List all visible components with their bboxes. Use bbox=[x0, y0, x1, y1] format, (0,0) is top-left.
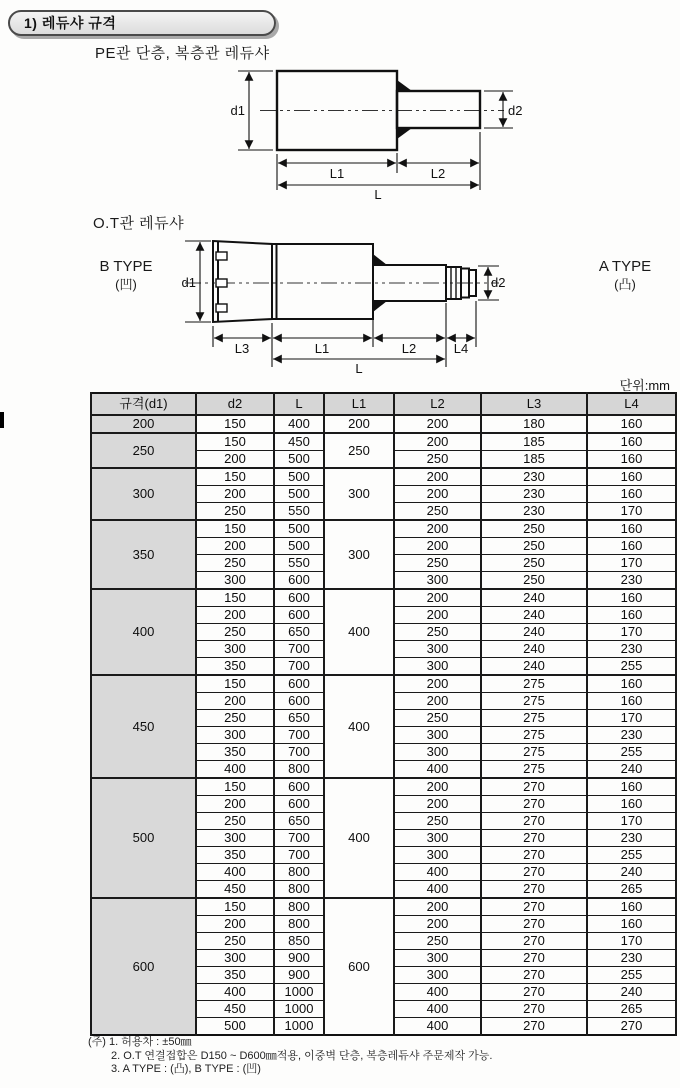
l3-cell: 270 bbox=[481, 813, 587, 830]
d2-cell: 150 bbox=[196, 778, 274, 796]
l2-cell: 200 bbox=[394, 415, 481, 433]
column-header: L3 bbox=[481, 393, 587, 415]
l3-cell: 185 bbox=[481, 451, 587, 469]
l3-cell: 270 bbox=[481, 950, 587, 967]
table-row bbox=[91, 468, 676, 486]
d2-cell: 200 bbox=[196, 693, 274, 710]
fillet-top bbox=[373, 254, 387, 265]
l2-cell: 400 bbox=[394, 761, 481, 779]
socket-rib bbox=[216, 279, 227, 287]
table-row bbox=[91, 520, 676, 538]
l3-cell: 270 bbox=[481, 830, 587, 847]
l-cell: 450 bbox=[274, 433, 324, 451]
l1-label: L1 bbox=[329, 166, 345, 181]
column-header: 규격(d1) bbox=[91, 393, 196, 415]
section-title-text: 1) 레듀샤 규격 bbox=[24, 15, 117, 31]
l4-cell: 270 bbox=[587, 1018, 676, 1036]
spec-table-head-row bbox=[91, 393, 676, 415]
l-cell: 400 bbox=[274, 415, 324, 433]
d2-cell: 200 bbox=[196, 607, 274, 624]
l4-cell: 230 bbox=[587, 572, 676, 590]
d2-cell: 150 bbox=[196, 415, 274, 433]
size-cell: 500 bbox=[91, 778, 196, 898]
l-cell: 550 bbox=[274, 555, 324, 572]
size-cell: 300 bbox=[91, 468, 196, 520]
l2-cell: 300 bbox=[394, 572, 481, 590]
l2-cell: 300 bbox=[394, 847, 481, 864]
l2-cell: 250 bbox=[394, 503, 481, 521]
column-header: L bbox=[274, 393, 324, 415]
d2-cell: 200 bbox=[196, 796, 274, 813]
footnote-3: 3. A TYPE : (凸), B TYPE : (凹) bbox=[111, 1063, 261, 1075]
unit-label: 단위:mm bbox=[619, 378, 670, 393]
d2-cell: 200 bbox=[196, 916, 274, 933]
size-cell: 350 bbox=[91, 520, 196, 589]
l4-cell: 160 bbox=[587, 451, 676, 469]
l4-cell: 255 bbox=[587, 847, 676, 864]
l4-cell: 265 bbox=[587, 881, 676, 899]
d2-cell: 300 bbox=[196, 950, 274, 967]
l-cell: 700 bbox=[274, 847, 324, 864]
l2-cell: 200 bbox=[394, 607, 481, 624]
l4-cell: 160 bbox=[587, 520, 676, 538]
l-cell: 500 bbox=[274, 451, 324, 469]
l2-label: L2 bbox=[401, 341, 417, 356]
l3-cell: 240 bbox=[481, 607, 587, 624]
l-cell: 600 bbox=[274, 796, 324, 813]
d2-cell: 250 bbox=[196, 813, 274, 830]
l2-cell: 250 bbox=[394, 451, 481, 469]
l2-cell: 300 bbox=[394, 641, 481, 658]
d2-cell: 250 bbox=[196, 933, 274, 950]
l-cell: 800 bbox=[274, 864, 324, 881]
d2-cell: 500 bbox=[196, 1018, 274, 1036]
l2-cell: 400 bbox=[394, 984, 481, 1001]
table-row bbox=[91, 675, 676, 693]
l4-cell: 230 bbox=[587, 727, 676, 744]
d2-cell: 450 bbox=[196, 1001, 274, 1018]
l4-cell: 160 bbox=[587, 415, 676, 433]
l2-cell: 300 bbox=[394, 967, 481, 984]
l-cell: 500 bbox=[274, 520, 324, 538]
l1-label: L1 bbox=[314, 341, 330, 356]
d2-cell: 150 bbox=[196, 468, 274, 486]
l4-cell: 160 bbox=[587, 898, 676, 916]
l-cell: 800 bbox=[274, 916, 324, 933]
table-row bbox=[91, 778, 676, 796]
spec-table bbox=[90, 392, 677, 1036]
l4-cell: 240 bbox=[587, 984, 676, 1001]
l2-cell: 200 bbox=[394, 693, 481, 710]
l3-cell: 270 bbox=[481, 898, 587, 916]
l2-cell: 200 bbox=[394, 520, 481, 538]
l3-cell: 270 bbox=[481, 864, 587, 881]
size-cell: 600 bbox=[91, 898, 196, 1035]
l4-cell: 230 bbox=[587, 950, 676, 967]
l4-cell: 160 bbox=[587, 538, 676, 555]
d2-cell: 350 bbox=[196, 658, 274, 676]
b-type-text: B TYPE bbox=[99, 258, 153, 275]
size-cell: 450 bbox=[91, 675, 196, 778]
d2-cell: 350 bbox=[196, 967, 274, 984]
l-cell: 700 bbox=[274, 658, 324, 676]
table-row bbox=[91, 589, 676, 607]
l2-cell: 200 bbox=[394, 538, 481, 555]
l2-cell: 200 bbox=[394, 433, 481, 451]
l3-cell: 250 bbox=[481, 572, 587, 590]
d2-cell: 300 bbox=[196, 727, 274, 744]
l2-cell: 250 bbox=[394, 624, 481, 641]
l2-cell: 400 bbox=[394, 1018, 481, 1036]
l3-cell: 270 bbox=[481, 881, 587, 899]
spec-table-body bbox=[91, 415, 676, 1035]
column-header: L1 bbox=[324, 393, 394, 415]
l4-cell: 160 bbox=[587, 778, 676, 796]
l2-cell: 250 bbox=[394, 710, 481, 727]
l2-cell: 400 bbox=[394, 864, 481, 881]
l2-cell: 300 bbox=[394, 744, 481, 761]
fillet-bottom bbox=[397, 128, 412, 139]
table-row bbox=[91, 898, 676, 916]
l4-cell: 160 bbox=[587, 675, 676, 693]
d2-cell: 450 bbox=[196, 881, 274, 899]
d2-cell: 400 bbox=[196, 984, 274, 1001]
l-label: L bbox=[374, 187, 382, 202]
l3-cell: 250 bbox=[481, 538, 587, 555]
l2-cell: 200 bbox=[394, 486, 481, 503]
pe-small-pipe bbox=[397, 91, 480, 128]
d1-label: d1 bbox=[181, 275, 196, 290]
d2-cell: 150 bbox=[196, 675, 274, 693]
l-cell: 850 bbox=[274, 933, 324, 950]
footnotes bbox=[88, 1036, 492, 1077]
l3-cell: 270 bbox=[481, 796, 587, 813]
size-cell: 250 bbox=[91, 433, 196, 468]
l4-cell: 160 bbox=[587, 486, 676, 503]
l3-cell: 270 bbox=[481, 1018, 587, 1036]
l-cell: 650 bbox=[274, 624, 324, 641]
l4-cell: 170 bbox=[587, 503, 676, 521]
l1-cell: 600 bbox=[324, 898, 394, 1035]
ot-large-body bbox=[272, 244, 373, 319]
l3-cell: 275 bbox=[481, 744, 587, 761]
size-cell: 200 bbox=[91, 415, 196, 433]
l-cell: 1000 bbox=[274, 1001, 324, 1018]
l4-label: L4 bbox=[453, 341, 469, 356]
column-header: L2 bbox=[394, 393, 481, 415]
footnote-1: (주) 1. 허용차 : ±50㎜ bbox=[88, 1036, 192, 1048]
l-cell: 600 bbox=[274, 607, 324, 624]
l2-cell: 250 bbox=[394, 813, 481, 830]
l2-cell: 200 bbox=[394, 916, 481, 933]
d2-cell: 200 bbox=[196, 451, 274, 469]
l4-cell: 170 bbox=[587, 710, 676, 727]
l4-cell: 160 bbox=[587, 916, 676, 933]
l-cell: 700 bbox=[274, 830, 324, 847]
l-cell: 650 bbox=[274, 710, 324, 727]
l4-cell: 160 bbox=[587, 589, 676, 607]
l3-cell: 230 bbox=[481, 468, 587, 486]
l1-cell: 400 bbox=[324, 778, 394, 898]
l3-cell: 240 bbox=[481, 641, 587, 658]
l4-cell: 160 bbox=[587, 607, 676, 624]
l4-cell: 160 bbox=[587, 468, 676, 486]
l4-cell: 170 bbox=[587, 555, 676, 572]
d2-label: d2 bbox=[508, 103, 523, 118]
d2-cell: 250 bbox=[196, 503, 274, 521]
d2-cell: 400 bbox=[196, 761, 274, 779]
a-type-text: A TYPE bbox=[598, 258, 652, 275]
l2-cell: 200 bbox=[394, 675, 481, 693]
l2-cell: 300 bbox=[394, 950, 481, 967]
l4-cell: 265 bbox=[587, 1001, 676, 1018]
l4-cell: 255 bbox=[587, 658, 676, 676]
scan-artifact bbox=[0, 412, 4, 428]
d2-cell: 250 bbox=[196, 555, 274, 572]
l3-cell: 240 bbox=[481, 624, 587, 641]
column-header: d2 bbox=[196, 393, 274, 415]
l-cell: 600 bbox=[274, 589, 324, 607]
l2-cell: 250 bbox=[394, 933, 481, 950]
l3-cell: 230 bbox=[481, 503, 587, 521]
l4-cell: 240 bbox=[587, 761, 676, 779]
l3-cell: 275 bbox=[481, 693, 587, 710]
pe-reducer-diagram bbox=[170, 55, 530, 205]
pe-diagram-caption: PE관 단층, 복층관 레듀샤 bbox=[95, 45, 270, 62]
l4-cell: 230 bbox=[587, 641, 676, 658]
l4-cell: 160 bbox=[587, 433, 676, 451]
l-cell: 800 bbox=[274, 881, 324, 899]
l2-cell: 250 bbox=[394, 555, 481, 572]
l4-cell: 170 bbox=[587, 624, 676, 641]
l-cell: 700 bbox=[274, 744, 324, 761]
l2-cell: 200 bbox=[394, 778, 481, 796]
l2-cell: 300 bbox=[394, 830, 481, 847]
l-cell: 800 bbox=[274, 761, 324, 779]
l3-cell: 275 bbox=[481, 675, 587, 693]
l-cell: 900 bbox=[274, 967, 324, 984]
l-cell: 500 bbox=[274, 538, 324, 555]
l2-cell: 400 bbox=[394, 1001, 481, 1018]
d2-cell: 300 bbox=[196, 641, 274, 658]
l1-cell: 300 bbox=[324, 520, 394, 589]
d2-cell: 400 bbox=[196, 864, 274, 881]
section-title bbox=[8, 10, 276, 36]
ot-reducer-diagram bbox=[85, 233, 680, 378]
l2-cell: 400 bbox=[394, 881, 481, 899]
d2-cell: 300 bbox=[196, 572, 274, 590]
d2-cell: 200 bbox=[196, 486, 274, 503]
l2-cell: 300 bbox=[394, 727, 481, 744]
l3-cell: 180 bbox=[481, 415, 587, 433]
fillet-top bbox=[397, 80, 412, 91]
l3-cell: 270 bbox=[481, 847, 587, 864]
column-header: L4 bbox=[587, 393, 676, 415]
size-cell: 400 bbox=[91, 589, 196, 675]
l-label: L bbox=[355, 361, 363, 376]
a-type-symbol: (凸) bbox=[614, 277, 636, 292]
l4-cell: 255 bbox=[587, 744, 676, 761]
l4-cell: 160 bbox=[587, 693, 676, 710]
d2-cell: 150 bbox=[196, 433, 274, 451]
l3-cell: 240 bbox=[481, 589, 587, 607]
l4-cell: 170 bbox=[587, 933, 676, 950]
l3-cell: 250 bbox=[481, 555, 587, 572]
l4-cell: 170 bbox=[587, 813, 676, 830]
l-cell: 600 bbox=[274, 693, 324, 710]
l-cell: 550 bbox=[274, 503, 324, 521]
l2-cell: 200 bbox=[394, 898, 481, 916]
l3-cell: 270 bbox=[481, 1001, 587, 1018]
l4-cell: 230 bbox=[587, 830, 676, 847]
l-cell: 500 bbox=[274, 468, 324, 486]
l-cell: 500 bbox=[274, 486, 324, 503]
fillet-bottom bbox=[373, 301, 387, 312]
d2-cell: 200 bbox=[196, 538, 274, 555]
l4-cell: 160 bbox=[587, 796, 676, 813]
d2-cell: 250 bbox=[196, 624, 274, 641]
d2-cell: 150 bbox=[196, 589, 274, 607]
l1-cell: 400 bbox=[324, 589, 394, 675]
l3-cell: 275 bbox=[481, 727, 587, 744]
l-cell: 600 bbox=[274, 572, 324, 590]
d2-cell: 300 bbox=[196, 830, 274, 847]
l1-cell: 250 bbox=[324, 433, 394, 468]
d2-cell: 150 bbox=[196, 898, 274, 916]
l3-cell: 270 bbox=[481, 967, 587, 984]
d2-cell: 350 bbox=[196, 744, 274, 761]
l-cell: 900 bbox=[274, 950, 324, 967]
l3-cell: 275 bbox=[481, 710, 587, 727]
ot-diagram-caption: O.T관 레듀샤 bbox=[93, 215, 185, 232]
l3-cell: 270 bbox=[481, 933, 587, 950]
l3-cell: 270 bbox=[481, 778, 587, 796]
l1-cell: 400 bbox=[324, 675, 394, 778]
l3-cell: 270 bbox=[481, 984, 587, 1001]
l3-cell: 230 bbox=[481, 486, 587, 503]
l3-cell: 240 bbox=[481, 658, 587, 676]
table-row bbox=[91, 415, 676, 433]
d2-cell: 150 bbox=[196, 520, 274, 538]
l3-cell: 275 bbox=[481, 761, 587, 779]
l4-cell: 255 bbox=[587, 967, 676, 984]
l3-cell: 185 bbox=[481, 433, 587, 451]
l-cell: 600 bbox=[274, 675, 324, 693]
l2-cell: 200 bbox=[394, 796, 481, 813]
l3-cell: 250 bbox=[481, 520, 587, 538]
d1-label: d1 bbox=[230, 103, 245, 118]
d2-cell: 250 bbox=[196, 710, 274, 727]
socket-rib bbox=[216, 252, 227, 260]
l4-cell: 240 bbox=[587, 864, 676, 881]
l-cell: 600 bbox=[274, 778, 324, 796]
d2-cell: 350 bbox=[196, 847, 274, 864]
l-cell: 700 bbox=[274, 641, 324, 658]
l3-cell: 270 bbox=[481, 916, 587, 933]
b-type-symbol: (凹) bbox=[115, 277, 137, 292]
l-cell: 650 bbox=[274, 813, 324, 830]
l-cell: 1000 bbox=[274, 1018, 324, 1036]
l2-cell: 300 bbox=[394, 658, 481, 676]
footnote-2: 2. O.T 연결접합은 D150 ~ D600㎜적용, 이중벽 단층, 복층레듀샤 주문제작 가능. bbox=[111, 1049, 493, 1062]
l2-cell: 200 bbox=[394, 468, 481, 486]
table-row bbox=[91, 433, 676, 451]
l-cell: 800 bbox=[274, 898, 324, 916]
d2-label: d2 bbox=[491, 275, 506, 290]
l1-cell: 200 bbox=[324, 415, 394, 433]
socket-rib bbox=[216, 304, 227, 312]
l3-label: L3 bbox=[234, 341, 250, 356]
l1-cell: 300 bbox=[324, 468, 394, 520]
l2-label: L2 bbox=[430, 166, 446, 181]
l-cell: 1000 bbox=[274, 984, 324, 1001]
l2-cell: 200 bbox=[394, 589, 481, 607]
l-cell: 700 bbox=[274, 727, 324, 744]
